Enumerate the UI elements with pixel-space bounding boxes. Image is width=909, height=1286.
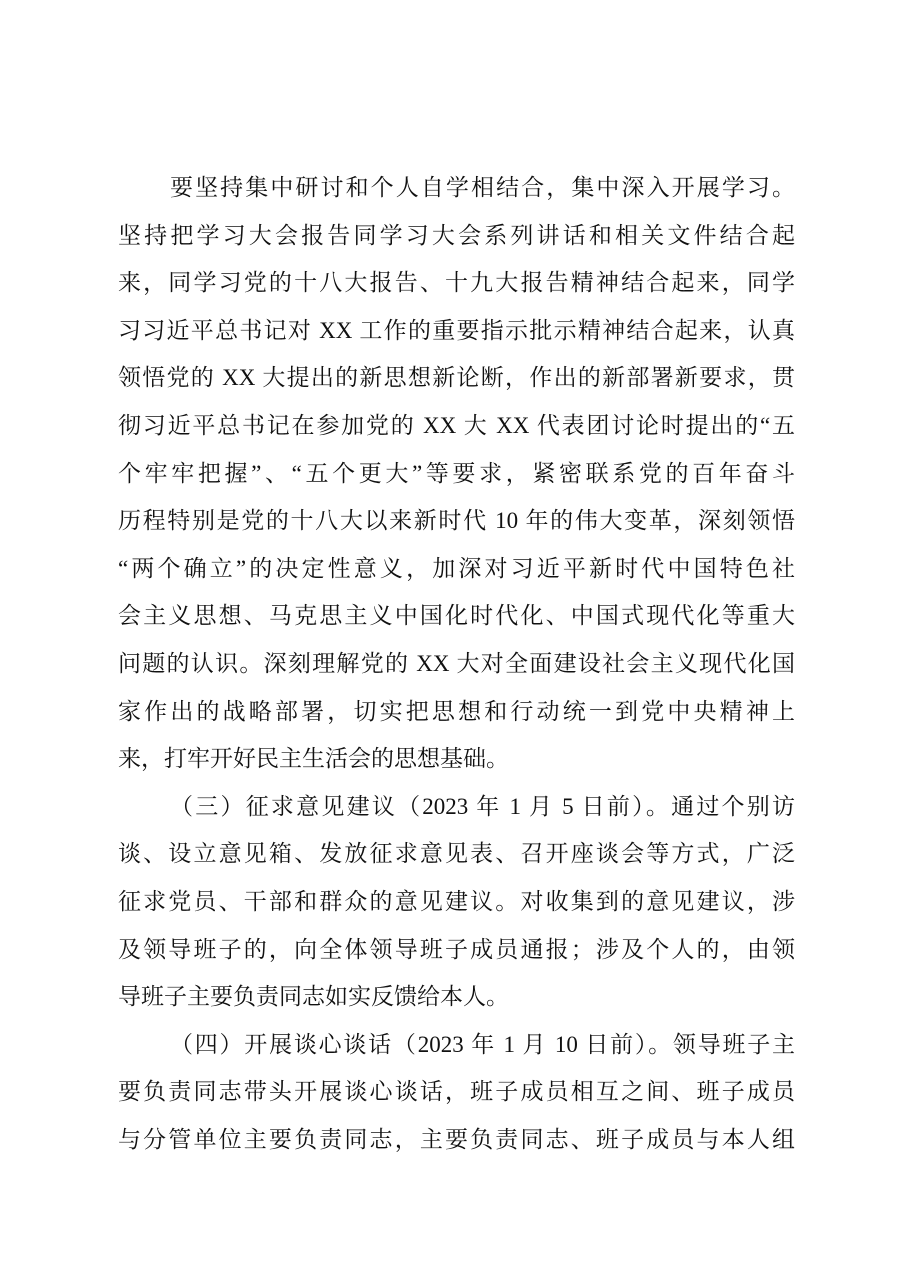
text-line: 领悟党的 XX 大提出的新思想新论断，作出的新部署新要求，贯 (118, 365, 795, 391)
text-line: 彻习近平总书记在参加党的 XX 大 XX 代表团讨论时提出的“五 (118, 412, 795, 438)
paragraph-section-3 (118, 783, 795, 1021)
text-line-with-heading (118, 783, 795, 831)
text-line: “两个确立”的决定性意义，加深对习近平新时代中国特色社 (118, 555, 795, 581)
section-heading: （三）征求意见建议（2023 年 1 月 5 日前）。 (170, 793, 672, 819)
text-line: 习习近平总书记对 XX 工作的重要指示批示精神结合起来，认真 (118, 317, 795, 343)
text-line: 会主义思想、马克思主义中国化时代化、中国式现代化等重大 (118, 603, 795, 629)
paragraph-section-4 (118, 1021, 795, 1164)
section-heading: （四）开展谈心谈话（2023 年 1 月 10 日前）。 (170, 1031, 673, 1057)
text-line: 要负责同志带头开展谈心谈话，班子成员相互之间、班子成员 (118, 1079, 795, 1105)
text-line: 来，打牢开好民主生活会的思想基础。 (118, 746, 509, 772)
text-line: 导班子主要负责同志如实反馈给本人。 (118, 984, 509, 1010)
text-line: 问题的认识。深刻理解党的 XX 大对全面建设社会主义现代化国 (118, 650, 795, 676)
paragraph-study (118, 164, 795, 783)
text-line: 及领导班子的，向全体领导班子成员通报；涉及个人的，由领 (118, 936, 795, 962)
text-line: 个牢牢把握”、“五个更大”等要求，紧密联系党的百年奋斗 (118, 460, 795, 486)
text-line: 坚持把学习大会报告同学习大会系列讲话和相关文件结合起 (118, 222, 795, 248)
text-line-with-heading (118, 1021, 795, 1069)
text-line-segment: 领导班子主 (672, 1031, 796, 1057)
text-line: 历程特别是党的十八大以来新时代 10 年的伟大变革，深刻领悟 (118, 508, 795, 534)
text-line: 家作出的战略部署，切实把思想和行动统一到党中央精神上 (118, 698, 795, 724)
text-line: 征求党员、干部和群众的意见建议。对收集到的意见建议，涉 (118, 888, 795, 914)
text-line-segment: 通过个别访 (671, 793, 796, 819)
text-line: 与分管单位主要负责同志，主要负责同志、班子成员与本人组 (118, 1126, 795, 1152)
text-line: 来，同学习党的十八大报告、十九大报告精神结合起来，同学 (118, 270, 795, 296)
text-line: 谈、设立意见箱、发放征求意见表、召开座谈会等方式，广泛 (118, 841, 795, 867)
text-line: 要坚持集中研讨和个人自学相结合，集中深入开展学习。 (170, 175, 795, 200)
